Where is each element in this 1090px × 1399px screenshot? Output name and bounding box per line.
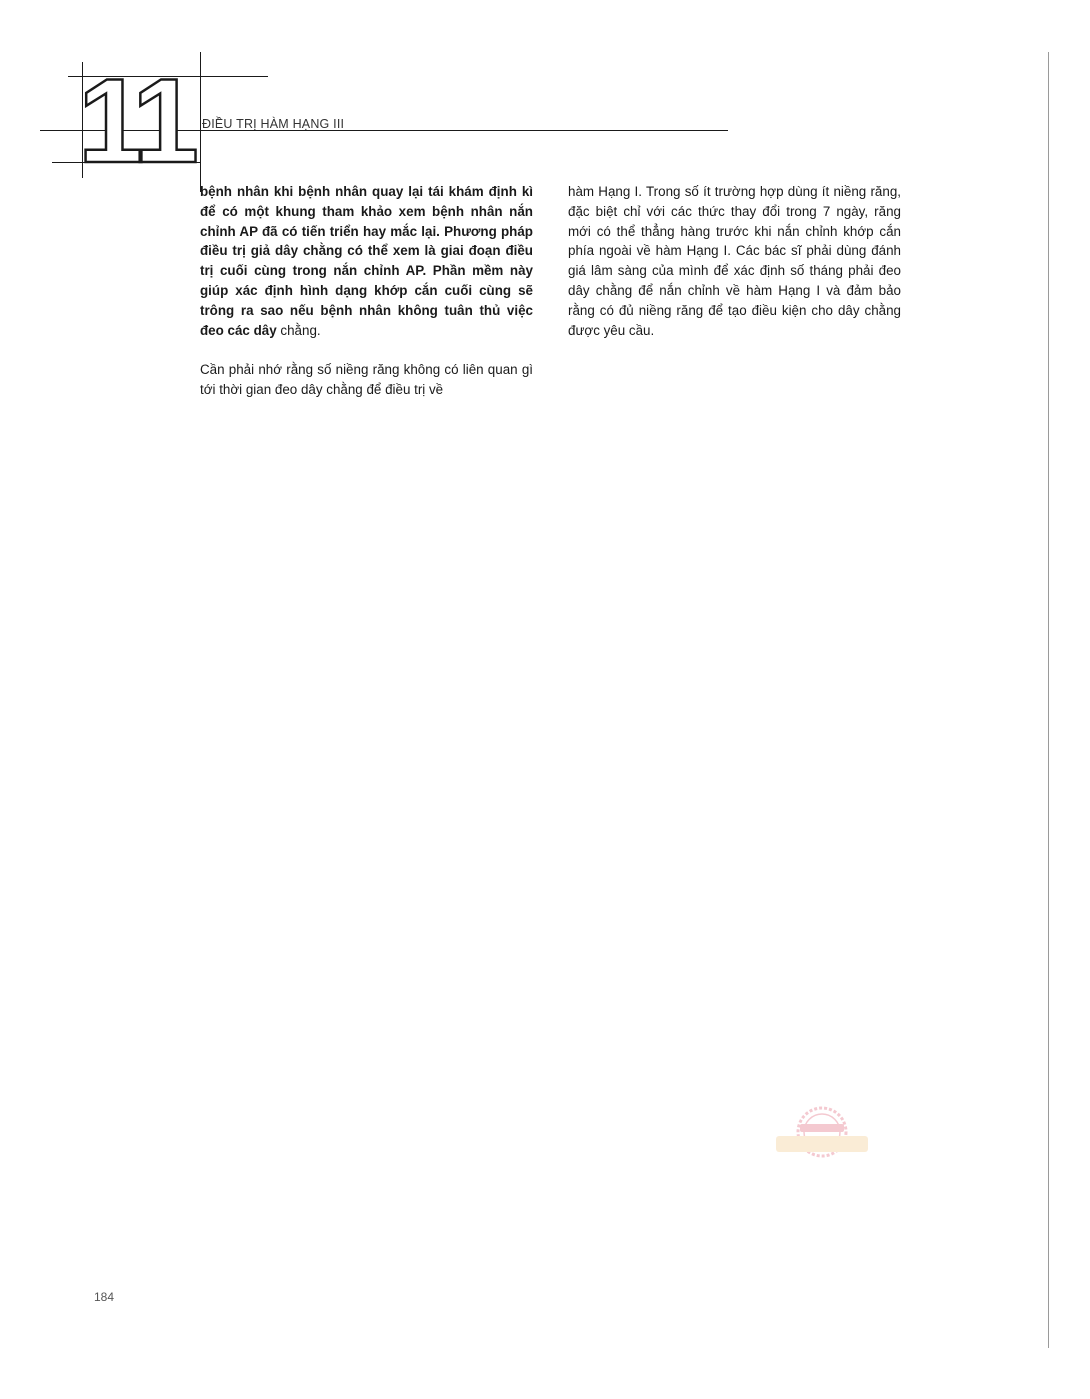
watermark-stamp [772,1100,872,1170]
page-number: 184 [94,1290,115,1304]
left-paragraph-1 [200,182,533,340]
right-column [568,182,901,340]
chapter-title: ĐIỀU TRỊ HÀM HẠNG III [202,117,345,131]
chapter-number [70,60,210,180]
page-edge-rule [1048,52,1049,1348]
chapter-number-text: 11 [78,60,193,180]
left-paragraph-1-bold: bệnh nhân khi bệnh nhân quay lại tái khám định kì để có một khung tham khảo xem bệnh nhân nắn chỉnh AP đã có tiến triển hay mắc lại. Phương pháp điều trị giả dây chằng có thể xem là giai đoạn điều trị cuối cùng trong nắn chỉnh AP. Phần mềm này giúp xác định hình dạng khớp cắn cuối cùng sẽ trông ra sao nếu bệnh nhân không tuân thủ việc đeo các dây [200,184,533,338]
right-paragraph-1: hàm Hạng I. Trong số ít trường hợp dùng ít niềng răng, đặc biệt chỉ với các thức thay đổi trong 7 ngày, răng mới có thể thẳng hàng trước khi nắn chỉnh khớp cắn phía ngoài về hàm Hạng I. Các bác sĩ phải dùng đánh giá lâm sàng của mình để xác định số tháng phải đeo dây chằng để nắn chỉnh về hàm Hạng I và đảm bảo rằng có đủ niềng răng để tạo điều kiện cho dây chằng được yêu cầu. [568,184,901,338]
left-column [200,182,533,400]
left-paragraph-2: Cần phải nhớ rằng số niềng răng không có liên quan gì tới thời gian đeo dây chằng để điều trị về [200,362,533,398]
left-paragraph-1-tail: chằng. [280,322,321,338]
